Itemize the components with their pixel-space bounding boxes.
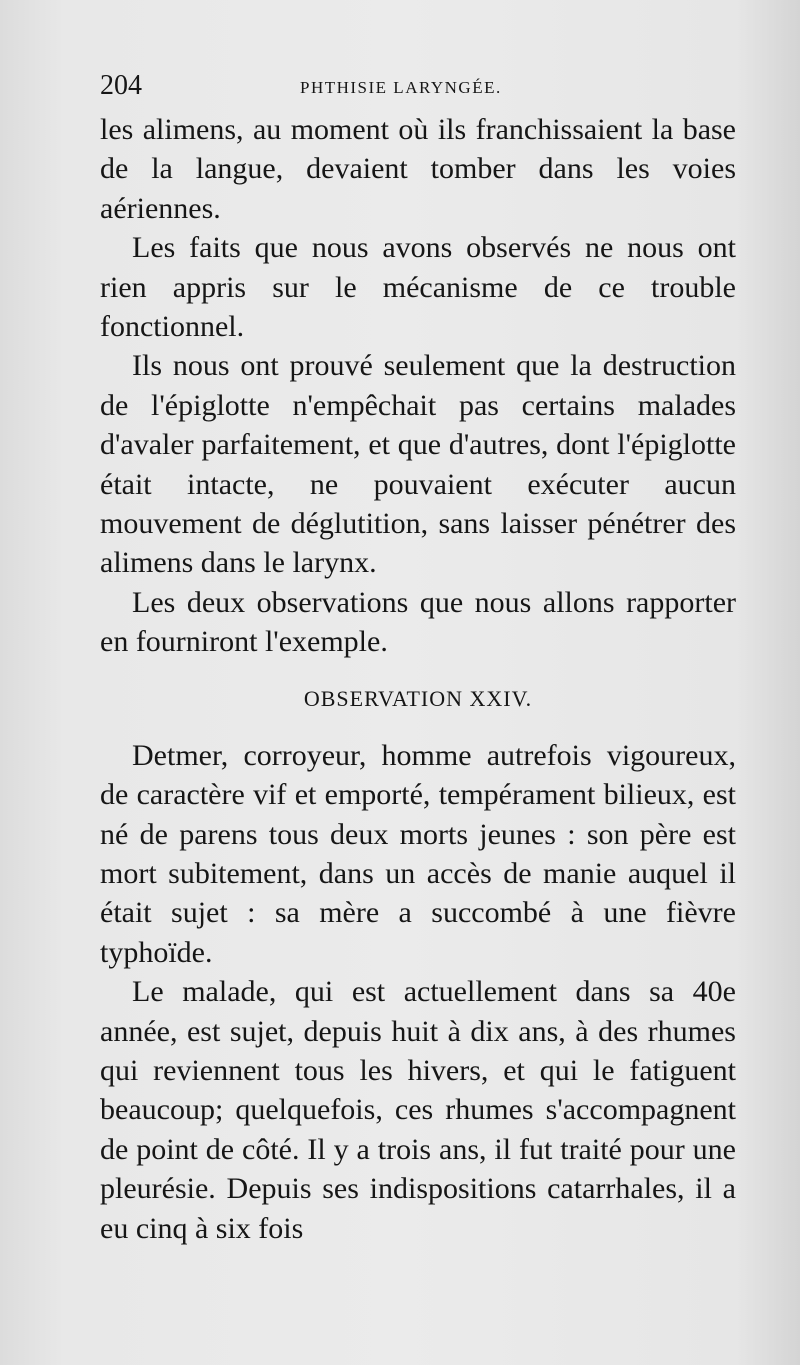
paragraph: Les faits que nous avons observés ne nous ont rien appris sur le mécanisme de ce trouble fonctionnel. (100, 231, 736, 344)
paragraph: Les deux observations que nous allons rapporter en fourniront l'exemple. (100, 585, 736, 659)
observation-paragraph: Le malade, qui est actuellement dans sa 40e année, est sujet, depuis huit à dix ans, à des rhumes qui reviennent tous les hivers, et qui le fatiguent beaucoup; quelquefois, ces rhumes s'accompagnent de point de côté. Il y a trois ans, il fut traité pour une pleurésie. Depuis ses indispositions catarrhales, il a eu cinq à six fois (100, 975, 736, 1245)
page-number: 204 (100, 70, 142, 101)
observation-paragraph: Detmer, corroyeur, homme autrefois vigoureux, de caractère vif et emporté, tempérament bilieux, est né de parens tous deux morts jeunes : son père est mort subitement, dans un accès de manie auquel il était sujet : sa mère a succombé à une fièvre typhoïde. (100, 738, 736, 969)
observation-heading: OBSERVATION XXIV. (303, 685, 533, 711)
running-title: PHTHISIE LARYNGÉE. (300, 78, 502, 97)
page-header (100, 70, 740, 104)
paragraph: Ils nous ont prouvé seulement que la destruction de l'épiglotte n'empêchait pas certains malades d'avaler parfaitement, et que d'autres, dont l'épiglotte était intacte, ne pouvaient exécuter aucun mouvement de déglutition, sans laisser pénétrer des alimens dans le larynx. (100, 349, 736, 580)
paragraph-continuation: les alimens, au moment où ils franchissaient la base de la langue, devaient tomber dans les voies aériennes. (100, 113, 736, 225)
body-text (100, 110, 736, 1248)
